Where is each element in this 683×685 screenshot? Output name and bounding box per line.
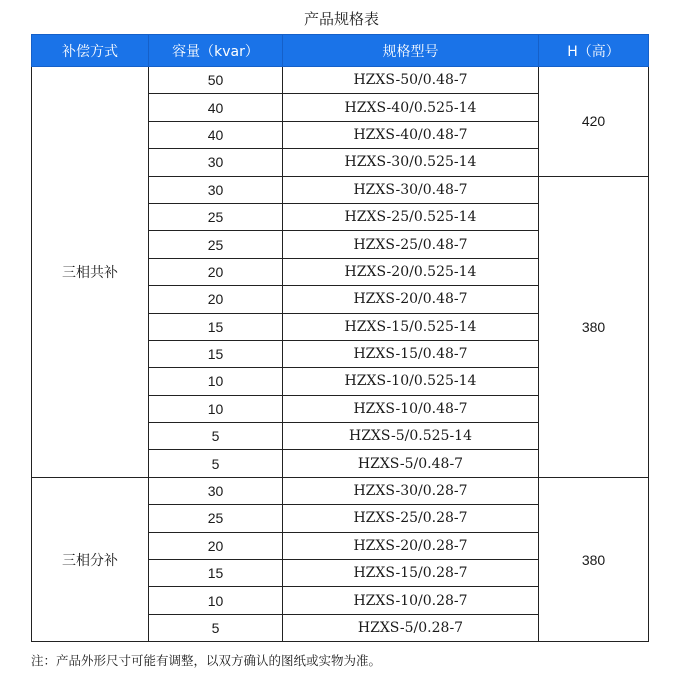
capacity-cell: 25 (149, 231, 283, 258)
capacity-cell: 5 (149, 450, 283, 477)
model-cell: HZXS-15/0.48-7 (283, 340, 539, 367)
capacity-cell: 30 (149, 149, 283, 176)
model-cell: HZXS-25/0.28-7 (283, 505, 539, 532)
capacity-cell: 25 (149, 505, 283, 532)
model-cell: HZXS-20/0.48-7 (283, 286, 539, 313)
header-capacity: 容量（kvar） (149, 35, 283, 67)
model-cell: HZXS-25/0.525-14 (283, 203, 539, 230)
capacity-cell: 20 (149, 258, 283, 285)
model-cell: HZXS-20/0.28-7 (283, 532, 539, 559)
capacity-cell: 10 (149, 587, 283, 614)
spec-table (31, 34, 649, 642)
capacity-cell: 15 (149, 340, 283, 367)
model-cell: HZXS-25/0.48-7 (283, 231, 539, 258)
capacity-cell: 15 (149, 560, 283, 587)
capacity-cell: 40 (149, 121, 283, 148)
model-cell: HZXS-10/0.48-7 (283, 395, 539, 422)
capacity-cell: 20 (149, 286, 283, 313)
model-cell: HZXS-30/0.48-7 (283, 176, 539, 203)
model-cell: HZXS-10/0.28-7 (283, 587, 539, 614)
table-row (32, 67, 649, 94)
model-cell: HZXS-40/0.525-14 (283, 94, 539, 121)
model-cell: HZXS-30/0.525-14 (283, 149, 539, 176)
model-cell: HZXS-15/0.525-14 (283, 313, 539, 340)
model-cell: HZXS-40/0.48-7 (283, 121, 539, 148)
footnote: 注：产品外形尺寸可能有调整，以双方确认的图纸或实物为准。 (31, 653, 382, 668)
model-cell: HZXS-10/0.525-14 (283, 368, 539, 395)
capacity-cell: 5 (149, 614, 283, 641)
model-cell: HZXS-5/0.28-7 (283, 614, 539, 641)
mode-cell: 三相分补 (32, 477, 149, 641)
capacity-cell: 40 (149, 94, 283, 121)
capacity-cell: 25 (149, 203, 283, 230)
model-cell: HZXS-5/0.48-7 (283, 450, 539, 477)
header-height: H（高） (539, 35, 649, 67)
capacity-cell: 30 (149, 176, 283, 203)
capacity-cell: 50 (149, 67, 283, 94)
height-cell: 380 (539, 176, 649, 477)
capacity-cell: 20 (149, 532, 283, 559)
model-cell: HZXS-20/0.525-14 (283, 258, 539, 285)
capacity-cell: 10 (149, 368, 283, 395)
capacity-cell: 15 (149, 313, 283, 340)
height-cell: 420 (539, 67, 649, 177)
header-mode: 补偿方式 (32, 35, 149, 67)
table-row (32, 477, 649, 504)
capacity-cell: 30 (149, 477, 283, 504)
capacity-cell: 5 (149, 423, 283, 450)
model-cell: HZXS-30/0.28-7 (283, 477, 539, 504)
model-cell: HZXS-5/0.525-14 (283, 423, 539, 450)
model-cell: HZXS-50/0.48-7 (283, 67, 539, 94)
header-model: 规格型号 (283, 35, 539, 67)
header-row (32, 35, 649, 67)
model-cell: HZXS-15/0.28-7 (283, 560, 539, 587)
height-cell: 380 (539, 477, 649, 641)
mode-cell: 三相共补 (32, 67, 149, 478)
capacity-cell: 10 (149, 395, 283, 422)
table-title: 产品规格表 (303, 10, 379, 28)
